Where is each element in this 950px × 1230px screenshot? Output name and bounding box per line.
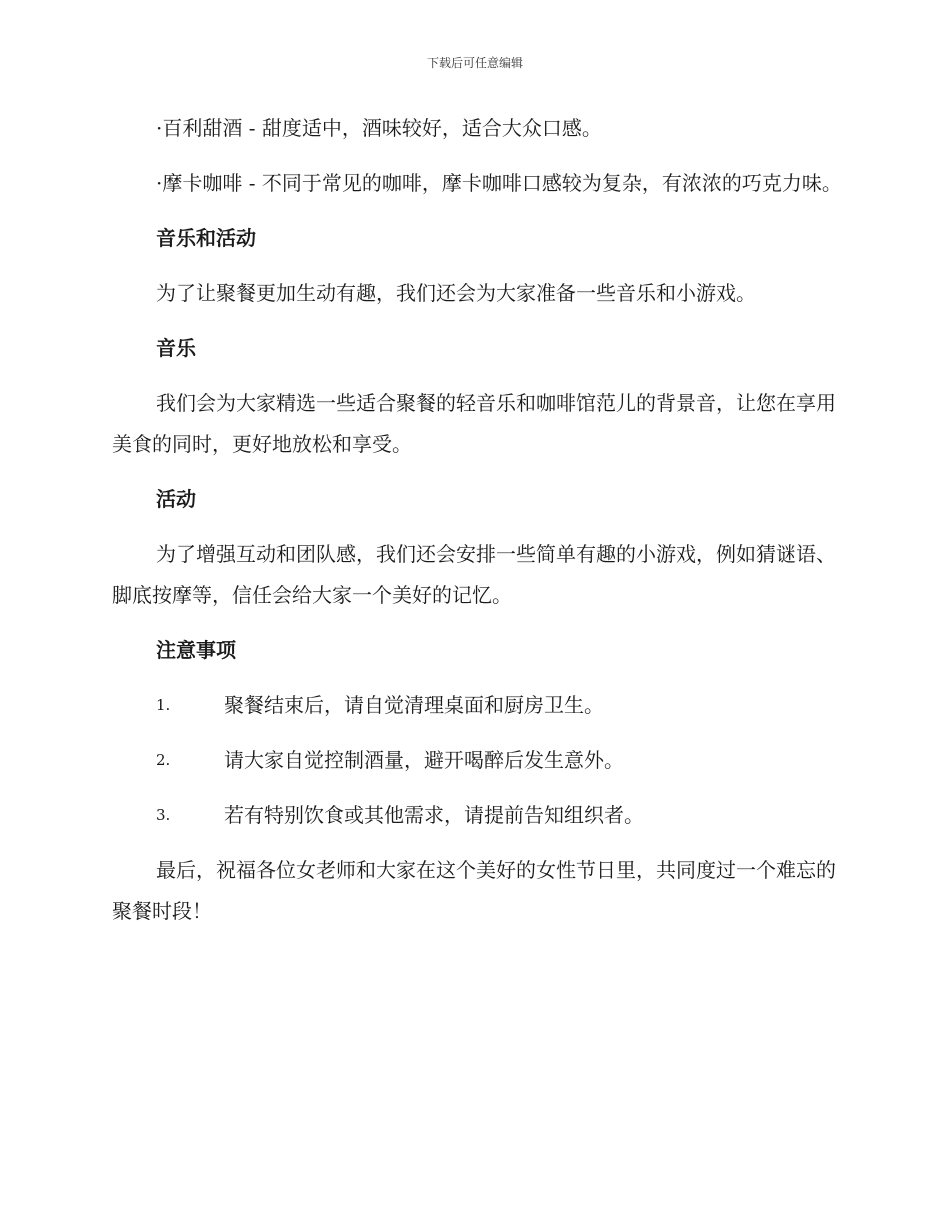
page-header: 下载后可任意编辑: [426, 56, 523, 70]
activity-body: 为了增强互动和团队感，我们还会安排一些简单有趣的小游戏，例如猜谜语、脚底按摩等，信任会给大家一个美好的记忆。: [112, 542, 836, 607]
closing-paragraph: 最后，祝福各位女老师和大家在这个美好的女性节日里，共同度过一个难忘的聚餐时段！: [112, 858, 836, 923]
notes-list-item: [112, 685, 842, 726]
section-heading-notes: 注意事项: [156, 638, 236, 662]
bullet-text: 摩卡咖啡 - 不同于常见的咖啡，摩卡咖啡口感较为复杂，有浓浓的巧克力味。: [162, 171, 842, 195]
list-number: 3.: [156, 806, 171, 824]
list-number: 1.: [156, 696, 171, 714]
document-body: [112, 108, 842, 946]
notes-list-item: [112, 795, 842, 836]
bullet-text: 百利甜酒 - 甜度适中，酒味较好，适合大众口感。: [162, 116, 602, 140]
bullet-marker: ·: [156, 116, 163, 140]
section-heading-activity: 活动: [156, 487, 196, 511]
music-body: 我们会为大家精选一些适合聚餐的轻音乐和咖啡馆范儿的背景音，让您在享用美食的同时，更好地放松和享受。: [112, 391, 836, 456]
section-heading-music: 音乐: [156, 336, 196, 360]
notes-list-item: [112, 740, 842, 781]
bullet-item: [112, 108, 842, 149]
list-text: 聚餐结束后，请自觉清理桌面和厨房卫生。: [224, 693, 604, 717]
music-activity-intro: 为了让聚餐更加生动有趣，我们还会为大家准备一些音乐和小游戏。: [156, 281, 756, 305]
list-text: 请大家自觉控制酒量，避开喝醉后发生意外。: [224, 748, 624, 772]
bullet-marker: ·: [156, 171, 163, 195]
bullet-item: [112, 163, 842, 204]
list-text: 若有特别饮食或其他需求，请提前告知组织者。: [224, 803, 644, 827]
list-number: 2.: [156, 751, 171, 769]
section-heading-music-activity: 音乐和活动: [156, 226, 256, 250]
